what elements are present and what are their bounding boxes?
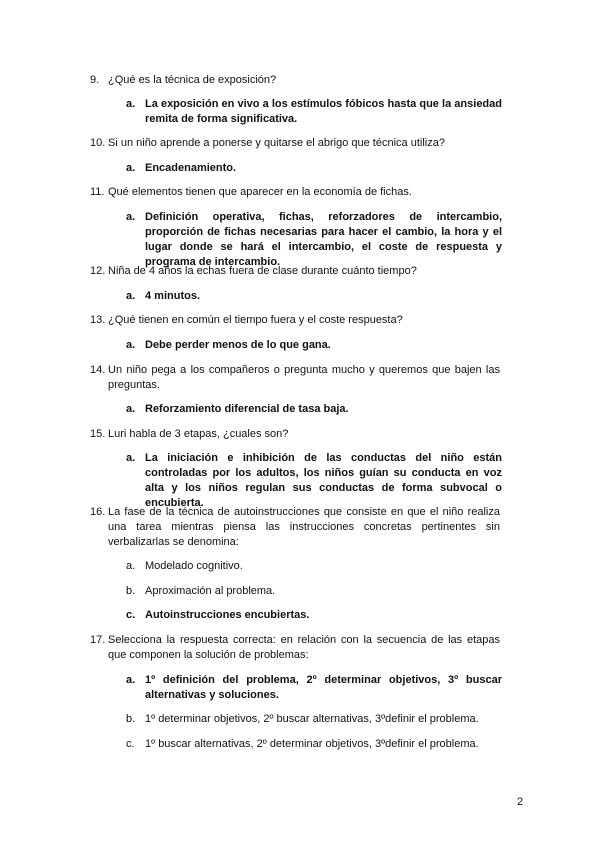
question-16-option-a <box>126 559 502 574</box>
question-number: 10. <box>90 137 106 149</box>
question-14-option-a <box>126 402 502 417</box>
question-15-option-a <box>126 451 502 511</box>
option-letter: a. <box>126 403 136 415</box>
question-16-option-c <box>126 608 502 623</box>
option-text: Debe perder menos de lo que gana. <box>145 339 331 351</box>
question-text: Si un niño aprende a ponerse y quitarse el abrigo que técnica utiliza? <box>108 137 445 149</box>
question-number: 16. <box>90 506 106 518</box>
question-11-option-a <box>126 210 502 270</box>
option-letter: a. <box>126 98 136 110</box>
question-text: Niña de 4 años la echas fuera de clase durante cuánto tiempo? <box>108 265 417 277</box>
question-14 <box>90 363 500 393</box>
page-number: 2 <box>517 796 524 808</box>
option-letter: a. <box>126 162 136 174</box>
option-letter: b. <box>126 713 136 725</box>
question-number: 15. <box>90 428 106 440</box>
question-16 <box>90 505 500 550</box>
question-text: Qué elementos tienen que aparecer en la economía de fichas. <box>108 186 412 198</box>
question-text: Un niño pega a los compañeros o pregunta mucho y queremos que bajen las preguntas. <box>108 364 500 391</box>
question-17-option-c <box>126 737 502 752</box>
question-text: ¿Qué es la técnica de exposición? <box>108 74 277 86</box>
question-17 <box>90 633 500 663</box>
option-text: Aproximación al problema. <box>145 585 276 597</box>
option-letter: a. <box>126 452 136 464</box>
question-10 <box>90 136 500 151</box>
option-text: Autoinstrucciones encubiertas. <box>145 609 310 621</box>
option-letter: a. <box>126 674 136 686</box>
option-text: 4 minutos. <box>145 290 201 302</box>
option-letter: b. <box>126 585 136 597</box>
question-9-option-a <box>126 97 502 127</box>
question-number: 12. <box>90 265 106 277</box>
option-text: Reforzamiento diferencial de tasa baja. <box>145 403 349 415</box>
option-text: Encadenamiento. <box>145 162 237 174</box>
option-letter: c. <box>126 738 135 750</box>
option-letter: c. <box>126 609 136 621</box>
option-text: La iniciación e inhibición de las conductas del niño están controladas por los adultos, los niños guían su conducta en voz alta y los niños regulan sus conductas de forma subvocal o encubierta. <box>145 452 502 509</box>
question-13 <box>90 313 500 328</box>
question-number: 17. <box>90 634 106 646</box>
question-text: Selecciona la respuesta correcta: en relación con la secuencia de las etapas que componen la solución de problemas: <box>108 634 500 661</box>
option-text: 1º buscar alternativas, 2º determinar objetivos, 3ºdefinir el problema. <box>145 738 479 750</box>
option-letter: a. <box>126 560 136 572</box>
question-text: La fase de la técnica de autoinstrucciones que consiste en que el niño realiza una tarea mientras piensa las instrucciones concretas pertinentes sin verbalizarlas se denomina: <box>108 506 500 548</box>
option-letter: a. <box>126 290 136 302</box>
question-10-option-a <box>126 161 502 176</box>
question-13-option-a <box>126 338 502 353</box>
question-12-option-a <box>126 289 502 304</box>
question-number: 9. <box>90 74 100 86</box>
option-letter: a. <box>126 339 136 351</box>
question-15 <box>90 427 500 442</box>
option-text: La exposición en vivo a los estímulos fóbicos hasta que la ansiedad remita de forma significativa. <box>145 98 502 125</box>
option-text: Definición operativa, fichas, reforzadores de intercambio, proporción de fichas necesarias para hacer el cambio, la hora y el lugar donde se hará el intercambio, el coste de respuesta y programa de intercambio. <box>145 211 502 268</box>
option-text: 1º determinar objetivos, 2º buscar alternativas, 3ºdefinir el problema. <box>145 713 479 725</box>
question-number: 14. <box>90 364 106 376</box>
question-17-option-a <box>126 673 502 703</box>
option-text: 1º definición del problema, 2º determinar objetivos, 3º buscar alternativas y soluciones. <box>145 674 502 701</box>
option-text: Modelado cognitivo. <box>145 560 243 572</box>
question-11 <box>90 185 500 200</box>
question-9 <box>90 73 500 88</box>
question-17-option-b <box>126 712 502 727</box>
option-letter: a. <box>126 211 136 223</box>
question-12 <box>90 264 500 279</box>
question-16-option-b <box>126 584 502 599</box>
question-text: Luri habla de 3 etapas, ¿cuales son? <box>108 428 289 440</box>
question-number: 11. <box>90 186 105 198</box>
question-number: 13. <box>90 314 106 326</box>
question-text: ¿Qué tienen en común el tiempo fuera y el coste respuesta? <box>108 314 403 326</box>
